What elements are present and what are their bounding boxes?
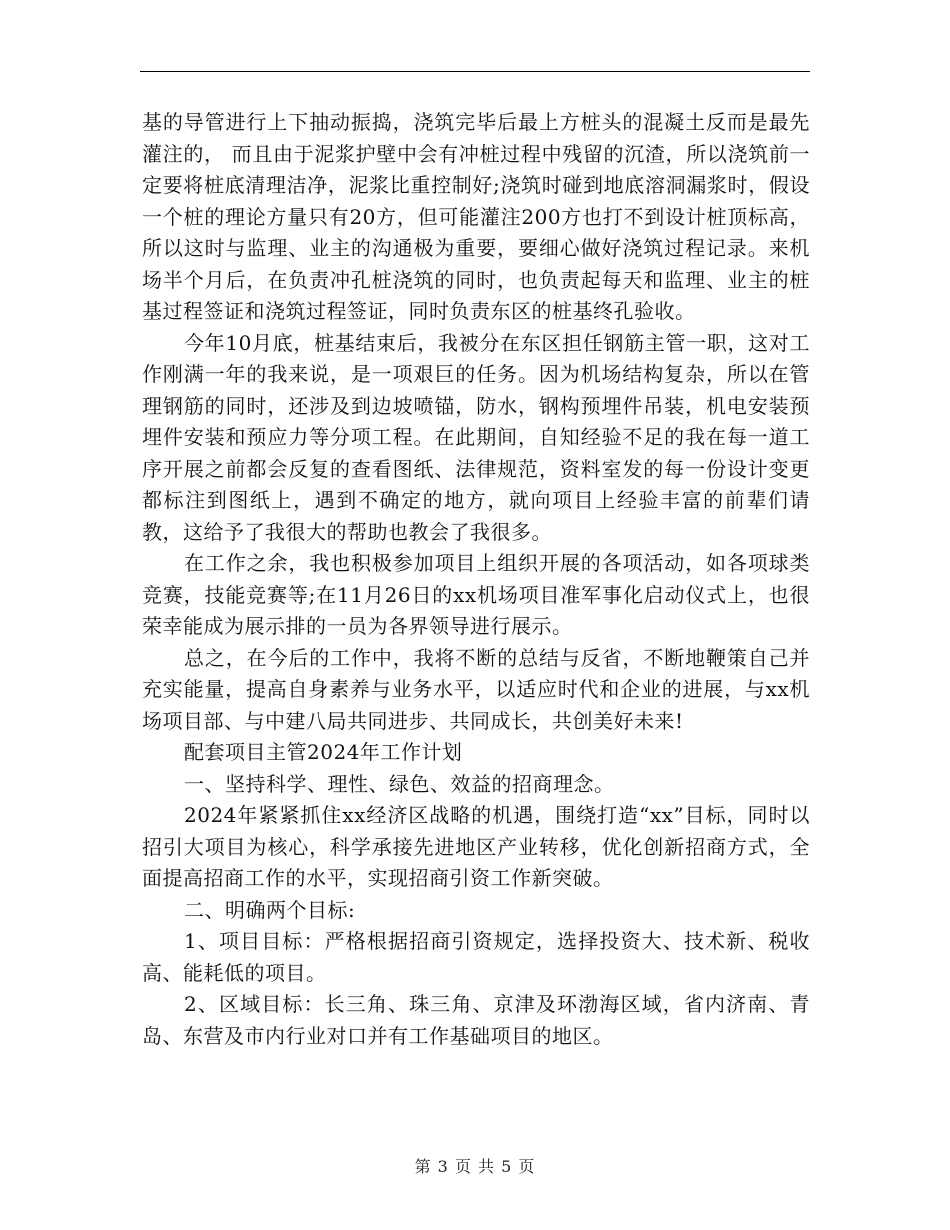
paragraph-strategy: 2024年紧紧抓住xx经济区战略的机遇，围绕打造“xx”目标，同时以招引大项目为核心，科学承接先进地区产业转移，优化创新招商方式，全面提高招商工作的水平，实现招商引资工作新突破。 <box>142 803 810 890</box>
section-title: 配套项目主管2024年工作计划 <box>184 740 463 764</box>
paragraph-continuation: 基的导管进行上下抽动振捣，浇筑完毕后最上方桩头的混凝土反而是最先灌注的， 而且由于泥浆护壁中会有冲桩过程中残留的沉渣，所以浇筑前一定要将桩底清理洁净，泥浆比重控制好;浇筑时碰到地底溶洞漏浆时，假设一个桩的理论方量只有20方，但可能灌注200方也打不到设计桩顶标高，所以这时与监理、业主的沟通极为重要，要细心做好浇筑过程记录。来机场半个月后，在负责冲孔桩浇筑的同时，也负责起每天和监理、业主的桩基过程签证和浇筑过程签证，同时负责东区的桩基终孔验收。 <box>142 110 810 323</box>
paragraph-rebar-role: 今年10月底，桩基结束后，我被分在东区担任钢筋主管一职，这对工作刚满一年的我来说，是一项艰巨的任务。因为机场结构复杂，所以在管理钢筋的同时，还涉及到边坡喷锚，防水，钢构预埋件吊装，机电安装预埋件安装和预应力等分项工程。在此期间，自知经验不足的我在每一道工序开展之前都会反复的查看图纸、法律规范，资料室发的每一份设计变更都标注到图纸上，遇到不确定的地方，就向项目上经验丰富的前辈们请教，这给予了我很大的帮助也教会了我很多。 <box>142 330 810 544</box>
page-number: 第 3 页 共 5 页 <box>414 1157 536 1176</box>
list-item-project-goal: 1、项目目标：严格根据招商引资规定，选择投资大、技术新、税收高、能耗低的项目。 <box>142 929 810 985</box>
paragraph-conclusion: 总之，在今后的工作中，我将不断的总结与反省，不断地鞭策自己并充实能量，提高自身素养与业务水平，以适应时代和企业的进展，与xx机场项目部、与中建八局共同进步、共同成长，共创美好未来! <box>142 645 810 733</box>
paragraph-activities: 在工作之余，我也积极参加项目上组织开展的各项活动，如各项球类竞赛，技能竞赛等;在11月26日的xx机场项目准军事化启动仪式上，也很荣幸能成为展示排的一员为各界领导进行展示。 <box>142 551 810 638</box>
document-body <box>142 107 810 1052</box>
heading-one: 一、坚持科学、理性、绿色、效益的招商理念。 <box>184 771 615 796</box>
header-rule <box>140 71 810 72</box>
list-item-region-goal: 2、区域目标：长三角、珠三角、京津及环渤海区域，省内济南、青岛、东营及市内行业对口并有工作基础项目的地区。 <box>142 992 810 1048</box>
heading-two: 二、明确两个目标: <box>184 897 356 922</box>
